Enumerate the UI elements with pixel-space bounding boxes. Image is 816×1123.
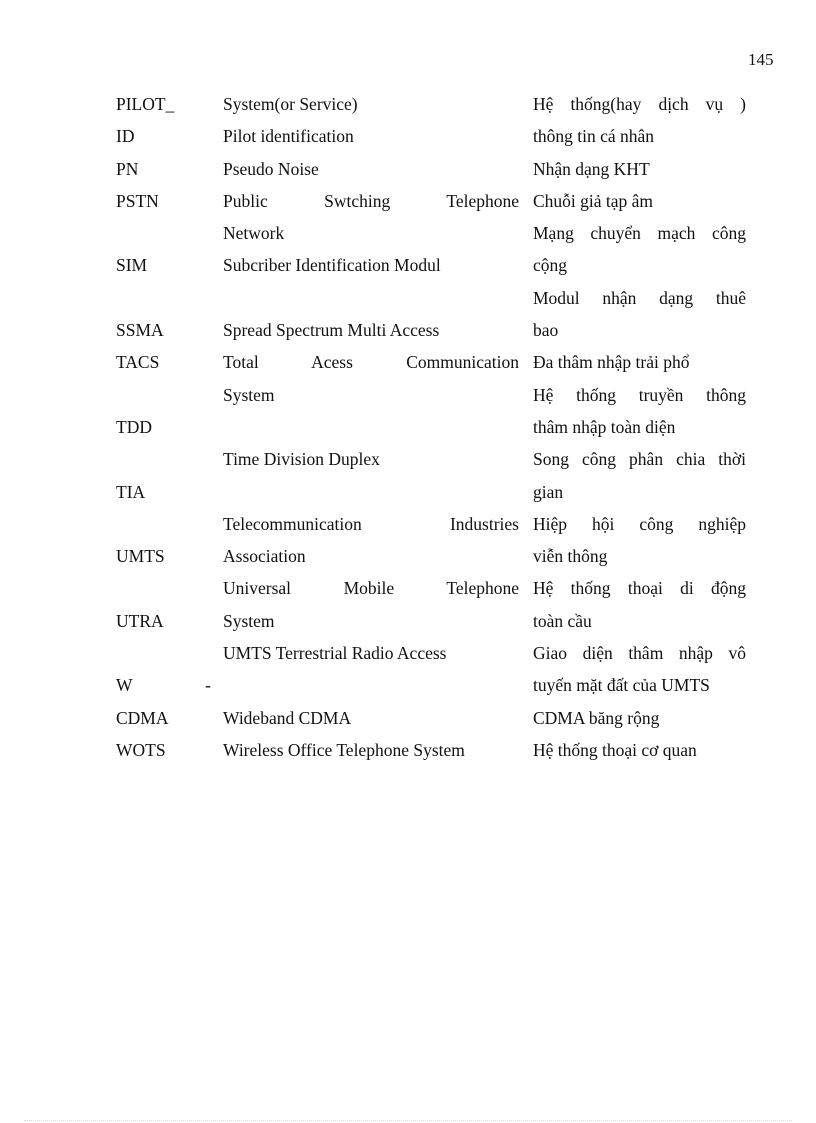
abbreviation-line xyxy=(116,282,211,314)
english-term-column xyxy=(223,88,519,766)
english-term-line: UMTS Terrestrial Radio Access xyxy=(223,643,447,664)
abbreviation-column xyxy=(116,88,211,766)
vietnamese-term-line: cộng xyxy=(533,255,568,276)
english-term-line: Wireless Office Telephone System xyxy=(223,739,465,760)
abbreviation-line: TDD xyxy=(116,416,152,437)
english-term-line: Universal Mobile Telephone xyxy=(223,578,519,599)
vietnamese-term-line: Hệ thống(hay dịch vụ ) xyxy=(533,94,746,114)
abbreviation-line: W - xyxy=(116,675,211,696)
english-term-line: Public Swtching Telephone xyxy=(223,190,519,211)
abbreviation-line xyxy=(116,443,211,475)
abbreviation-line: PSTN xyxy=(116,190,159,211)
abbreviation-line xyxy=(116,379,211,411)
page-bottom-divider xyxy=(24,1120,792,1121)
abbreviation-line xyxy=(116,217,211,249)
abbreviation-line xyxy=(116,637,211,669)
vietnamese-term-column xyxy=(533,88,746,766)
abbreviation-line: UMTS xyxy=(116,546,165,567)
english-term-line: Association xyxy=(223,546,306,567)
vietnamese-term-line: Đa thâm nhập trải phổ xyxy=(533,352,690,373)
english-term-line: Pilot identification xyxy=(223,126,354,147)
english-term-line: Total Acess Communication xyxy=(223,352,519,373)
vietnamese-term-line: toàn cầu xyxy=(533,610,592,631)
vietnamese-term-line: Giao diện thâm nhập vô xyxy=(533,643,746,664)
vietnamese-term-line: thông tin cá nhân xyxy=(533,126,655,147)
abbreviation-line: TACS xyxy=(116,352,160,373)
abbreviation-line: SSMA xyxy=(116,320,164,341)
english-term-line: Network xyxy=(223,223,285,244)
vietnamese-term-line: Nhận dạng KHT xyxy=(533,158,650,179)
abbreviation-line: CDMA xyxy=(116,707,169,728)
vietnamese-term-line: Mạng chuyển mạch công xyxy=(533,223,746,244)
english-term-line: System xyxy=(223,610,275,631)
english-term-line: Pseudo Noise xyxy=(223,158,319,179)
vietnamese-term-line: bao xyxy=(533,320,559,341)
vietnamese-term-line: Hệ thống thoại di động xyxy=(533,578,746,599)
english-term-line xyxy=(223,476,519,508)
english-term-line xyxy=(223,411,519,443)
abbreviation-line: SIM xyxy=(116,255,148,276)
abbreviation-line: PN xyxy=(116,158,139,179)
vietnamese-term-line: tuyến mặt đất của UMTS xyxy=(533,675,710,696)
vietnamese-term-line: Song công phân chia thời xyxy=(533,449,746,470)
english-term-line: Spread Spectrum Multi Access xyxy=(223,320,440,341)
english-term-line: System xyxy=(223,384,275,405)
vietnamese-term-line: CDMA băng rộng xyxy=(533,707,660,728)
vietnamese-term-line: thâm nhập toàn diện xyxy=(533,416,676,437)
english-term-line: Time Division Duplex xyxy=(223,449,380,470)
abbreviation-line: WOTS xyxy=(116,739,166,760)
abbreviation-line: UTRA xyxy=(116,610,164,631)
page-number: 145 xyxy=(748,50,774,69)
english-term-line: Telecommunication Industries xyxy=(223,513,519,534)
vietnamese-term-line: gian xyxy=(533,481,564,502)
english-term-line: Subcriber Identification Modul xyxy=(223,255,441,276)
abbreviation-line: TIA xyxy=(116,481,146,502)
abbreviation-line xyxy=(116,572,211,604)
vietnamese-term-line: Chuỗi giả tạp âm xyxy=(533,190,654,211)
english-term-line: System(or Service) xyxy=(223,94,358,114)
abbreviation-line xyxy=(116,508,211,540)
english-term-line xyxy=(223,669,519,701)
vietnamese-term-line: viễn thông xyxy=(533,546,608,567)
vietnamese-term-line: Hệ thống thoại cơ quan xyxy=(533,739,697,760)
abbreviation-line: ID xyxy=(116,126,135,147)
vietnamese-term-line: Hiệp hội công nghiệp xyxy=(533,513,746,534)
vietnamese-term-line: Modul nhận dạng thuê xyxy=(533,287,746,308)
abbreviation-line: PILOT_ xyxy=(116,94,175,114)
english-term-line: Wideband CDMA xyxy=(223,707,352,728)
vietnamese-term-line: Hệ thống truyền thông xyxy=(533,384,746,405)
english-term-line xyxy=(223,282,519,314)
